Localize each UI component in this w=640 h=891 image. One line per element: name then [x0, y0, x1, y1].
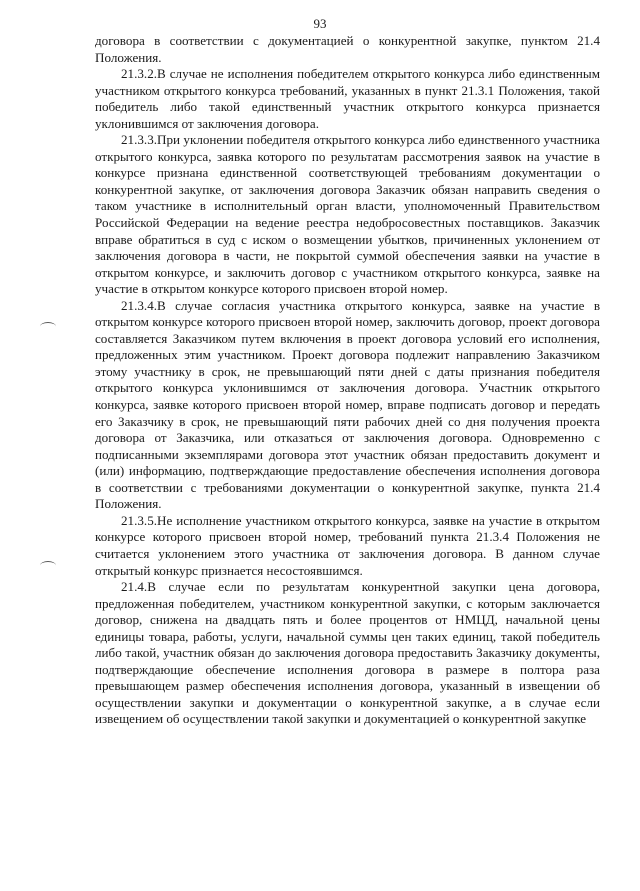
margin-mark: [40, 561, 56, 570]
paragraph: 21.3.5.Не исполнение участником открытого конкурса, заявке на участие в открытом конкурсе которого присвоен второй номер, требований пункта 21.3.4 Положения не считается уклонением этого участника от заключения договора. В данном случае открытый конкурс признается несостоявшимся.: [95, 512, 600, 578]
document-body: [95, 33, 600, 728]
margin-mark: [40, 322, 56, 331]
paragraph: 21.3.3.При уклонении победителя открытого конкурса либо единственного участника открытого конкурса, заявка которого по результатам рассмотрения заявок на участие в конкурсе признана единственной соответствующей требованиям документации о конкурентной закупке, от заключения договора Заказчик обязан направить сведения о таком участнике в исполнительный орган власти, уполномоченный Правительством Российской Федерации на ведение реестра недобросовестных поставщиков. Заказчик вправе обратиться в суд с иском о возмещении убытков, причиненных уклонением от заключения договора в части, не покрытой суммой обеспечения заявки на участие в открытом конкурсе, и заключить договор с участником открытого конкурса, заявке на участие в открытом конкурсе которого присвоен второй номер.: [95, 132, 600, 297]
paragraph: 21.3.2.В случае не исполнения победителем открытого конкурса либо единственным участником открытого конкурса требований, указанных в пункт 21.3.1 Положения, такой победитель либо такой единственный участник открытого конкурса признается уклонившимся от заключения договора.: [95, 66, 600, 131]
paragraph: 21.3.4.В случае согласия участника открытого конкурса, заявке на участие в открытом конкурсе которого присвоен второй номер, заключить договор, проект договора составляется Заказчиком путем включения в проект договора условий его исполнения, предложенных этим участником. Проект договора подлежит направлению Заказчиком этому участнику в срок, не превышающий пяти дней с даты признания победителя открытого конкурса уклонившимся от заключения договора. Участник открытого конкурса, заявке которого присвоен второй номер, вправе подписать договор и передать его Заказчику в срок, не превышающий пяти рабочих дней со дня получения проекта договора от Заказчика, или отказаться от заключения договора. Одновременно с подписанными экземплярами договора этот участник обязан предоставить документ и (или) информацию, подтверждающие предоставление обеспечения исполнения договора в соответствии с требованиями документации о конкурентной закупке, пункта 21.4 Положения.: [95, 297, 600, 512]
paragraph: договора в соответствии с документацией о конкурентной закупке, пунктом 21.4 Положения.: [95, 33, 600, 65]
paragraph: 21.4.В случае если по результатам конкурентной закупки цена договора, предложенная победителем, участником конкурентной закупки, с которым заключается договор, снижена на двадцать пять и более процентов от НМЦД, начальной цены единицы товара, работы, услуги, начальной суммы цен таких единиц, такой победитель либо такой, участник обязан до заключения договора предоставить Заказчику документы, подтверждающие обеспечение исполнения договора в размере в полтора раза превышающем размер обеспечения исполнения договора, указанный в извещении об осуществлении закупки и документации о конкурентной закупке, а в случае если извещением об осуществлении такой закупки и документацией о конкурентной закупке: [95, 579, 600, 727]
page-number: 93: [313, 16, 327, 31]
